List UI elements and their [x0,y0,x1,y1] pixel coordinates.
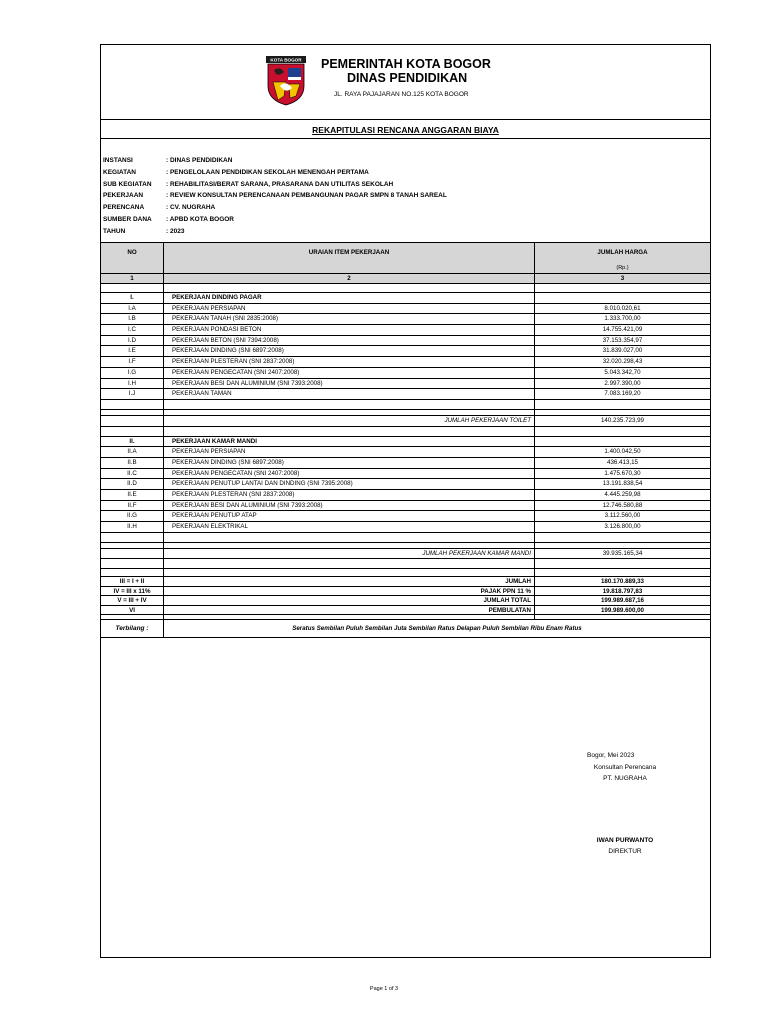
cell-no: I.J [101,389,164,399]
cell-amount [535,569,710,576]
cell-amount [535,400,710,409]
summary-row [101,606,710,616]
info-key: INSTANSI [103,157,133,164]
summary-row [101,587,710,597]
cell-description: PEKERJAAN PONDASI BETON [164,325,535,335]
line-item-row [101,325,710,336]
letterhead [101,45,710,119]
cell-amount: 1.333.700,00 [604,315,641,323]
cell-description: PEKERJAAN PERSIAPAN [164,447,535,457]
info-key: SUMBER DANA [103,215,152,223]
cell-description: PEKERJAAN PLESTERAN (SNI 2837:2008) [164,357,535,367]
cell-no: II.D [101,479,164,489]
cell-no [101,543,164,548]
cell-amount [535,427,710,436]
cell-description: 2 [164,274,535,283]
cell-description: PEKERJAAN DINDING (SNI 6897:2008) [164,458,535,468]
cell-amount: 436.413,15 [607,458,638,466]
document-title: REKAPITULASI RENCANA ANGGARAN BIAYA [312,125,499,135]
sign-role: Konsultan Perencana [593,763,657,771]
page-number: Page 1 of 3 [369,986,399,992]
cell-no: II.C [101,469,164,479]
cell-amount: 1.475.670,30 [604,469,641,477]
cell-no [101,533,164,542]
cell-description: PEKERJAAN PERSIAPAN [164,304,535,314]
cell-no [101,427,164,436]
cell-no: I.B [101,314,164,324]
cell-amount: 180.170.889,33 [600,578,644,586]
section-title-row [101,293,710,304]
cell-amount: 8.010.020,61 [604,304,641,312]
cell-amount: 199.989.600,00 [600,606,644,614]
org-name-line2: DINAS PENDIDIKAN [347,71,468,85]
cell-no: I.G [101,368,164,378]
info-key: KEGIATAN [103,168,136,176]
cell-amount: 14.755.421,09 [602,326,643,334]
spacer-row [101,533,710,543]
unit-label: (Rp.) [616,265,629,271]
cell-amount [535,410,710,415]
cell-no: I.C [101,325,164,335]
cell-description: PEKERJAAN PENUTUP LANTAI DAN DINDING (SNI 7395:2008) [164,479,535,489]
cell-no [101,400,164,409]
cell-amount [535,615,710,619]
cell-no [101,569,164,576]
info-value: : 2023 [166,227,185,235]
cell-description: PEKERJAAN TAMAN [164,389,535,399]
cell-no [101,410,164,415]
cell-no: II.B [101,458,164,468]
cell-description [164,410,535,415]
cell-description: PEKERJAAN ELEKTRIKAL [164,522,535,532]
title-band [101,119,710,139]
cell-amount: 140.235.723,99 [600,416,644,424]
cell-no [101,416,164,426]
cell-no: Terbilang : [101,620,164,637]
logo-text: KOTA BOGOR [270,57,302,63]
line-item-row [101,304,710,315]
cell-no: II.F [101,501,164,511]
cell-description [164,543,535,548]
cell-no: II. [101,437,164,447]
cell-no: NO [101,243,164,273]
cell-no: II.A [101,447,164,457]
cell-amount [535,293,710,303]
summary-row [101,577,710,587]
cell-no [101,549,164,559]
cell-amount: 13.191.838,54 [602,480,643,488]
cell-description: PEKERJAAN KAMAR MANDI [164,437,535,447]
sign-company: PT. NUGRAHA [603,775,647,782]
document-sheet [100,44,711,958]
cell-amount: 39.935.165,34 [602,549,643,557]
cell-description: PEKERJAAN BESI DAN ALUMINIUM (SNI 7393:2008) [164,379,535,389]
cell-amount [535,437,710,447]
cell-description [164,533,535,542]
cell-description: PAJAK PPN 11 % [164,587,535,596]
spacer-row [101,427,710,437]
line-item-row [101,511,710,522]
cell-no: I.E [101,346,164,356]
info-value: : DINAS PENDIDIKAN [166,157,233,164]
spacer-row [101,400,710,410]
line-item-row [101,379,710,390]
cell-description [164,400,535,409]
sign-date: Bogor, Mei 2023 [587,752,635,759]
cell-amount: 7.083.169,20 [604,390,641,398]
cell-description: PEKERJAAN DINDING (SNI 6897:2008) [164,346,535,356]
line-item-row [101,346,710,357]
cell-no: V = III + IV [101,596,164,605]
line-item-row [101,447,710,458]
org-address: JL. RAYA PAJAJARAN NO.125 KOTA BOGOR [334,91,469,98]
cell-description [164,569,535,576]
info-value: : CV. NUGRAHA [166,204,216,212]
info-value: : REVIEW KONSULTAN PERENCANAAN PEMBANGUNAN PAGAR SMPN 8 TANAH SAREAL [166,192,447,200]
cell-description: PEKERJAAN PLESTERAN (SNI 2837:2008) [164,490,535,500]
cell-amount: 4.445.259,98 [604,491,641,498]
cell-amount: 12.746.580,88 [602,501,643,509]
cell-amount: 19.818.797,83 [602,587,643,595]
cell-no [101,615,164,619]
info-value: : PENGELOLAAN PENDIDIKAN SEKOLAH MENENGAH PERTAMA [166,168,369,176]
terbilang-row [101,620,710,638]
cell-description: PEKERJAAN PENGECATAN (SNI 2407:2008) [164,469,535,479]
line-item-row [101,522,710,533]
cell-amount: 1.400.042,50 [604,448,641,456]
cell-amount: 31.839.027,00 [602,347,643,355]
info-value: : APBD KOTA BOGOR [166,215,235,223]
cell-amount [535,284,710,292]
cell-description: PEKERJAAN BESI DAN ALUMINIUM (SNI 7393:2008) [164,501,535,511]
cell-amount: 2.997.390,00 [604,379,641,387]
line-item-row [101,357,710,368]
cell-description: URAIAN ITEM PEKERJAAN [164,243,535,273]
info-key: PERENCANA [103,204,145,212]
line-item-row [101,314,710,325]
cell-no [101,284,164,292]
subtotal-row [101,549,710,560]
cell-no: I.F [101,357,164,367]
cell-no: II.E [101,490,164,500]
cell-amount: 37.153.354,97 [602,336,643,344]
cell-amount [535,533,710,542]
line-item-row [101,368,710,379]
line-item-row [101,389,710,400]
cell-no: I. [101,293,164,303]
cell-amount: 3.126.800,00 [604,523,641,531]
sign-name: IWAN PURWANTO [596,836,654,844]
summary-row [101,596,710,606]
info-key: SUB KEGIATAN [103,180,152,188]
line-item-row [101,479,710,490]
cell-no: II.G [101,511,164,521]
spacer-row [101,284,710,293]
table-header-row [101,242,710,274]
line-item-row [101,501,710,512]
cell-description [164,284,535,292]
org-name-line1: PEMERINTAH KOTA BOGOR [321,57,491,71]
budget-table [101,242,710,638]
cell-amount: 5.043.342,70 [604,368,641,376]
cell-no: I.D [101,336,164,346]
cell-amount: 3 [620,275,625,282]
cell-amount: 199.989.687,16 [600,597,644,605]
section-title-row [101,437,710,448]
line-item-row [101,469,710,480]
cell-description: PEMBULATAN [164,606,535,615]
sign-title: DIREKTUR [608,848,642,855]
signature-block [575,750,675,858]
cell-amount: 3.112.560,00 [604,512,641,520]
cell-description: PEKERJAAN PENUTUP ATAP [164,511,535,521]
cell-description: JUMLAH PEKERJAAN KAMAR MANDI [164,549,535,559]
spacer-row [101,559,710,569]
subtotal-row [101,416,710,427]
info-value: : REHABILITASI/BERAT SARANA, PRASARANA DAN UTILITAS SEKOLAH [166,180,394,188]
cell-description: PEKERJAAN BETON (SNI 7394:2008) [164,336,535,346]
info-key: PEKERJAAN [103,192,144,200]
cell-description: PEKERJAAN PENGECATAN (SNI 2407:2008) [164,368,535,378]
cell-no [101,559,164,568]
cell-no: VI [101,606,164,615]
cell-description: PEKERJAAN TANAH (SNI 2835:2008) [164,314,535,324]
cell-amount [535,559,710,568]
cell-no: III = I + II [101,577,164,586]
cell-description [164,427,535,436]
cell-description [164,615,535,619]
info-key: TAHUN [103,227,126,235]
cell-description: JUMLAH PEKERJAAN TOILET [164,416,535,426]
cell-description: PEKERJAAN DINDING PAGAR [164,293,535,303]
cell-description [164,559,535,568]
cell-amount: 32.020.298,43 [602,358,643,366]
line-item-row [101,458,710,469]
line-item-row [101,490,710,501]
line-item-row [101,336,710,347]
cell-no: I.A [101,304,164,314]
cell-description: JUMLAH TOTAL [164,596,535,605]
cell-no: IV = III x 11% [101,587,164,596]
spacer-row [101,569,710,577]
cell-amount [535,543,710,548]
cell-no: 1 [101,274,164,283]
cell-no: II.H [101,522,164,532]
cell-amount: JUMLAH HARGA [597,249,648,256]
cell-description: JUMLAH [164,577,535,586]
cell-description: Seratus Sembilan Puluh Sembilan Juta Sembilan Ratus Delapan Puluh Sembilan Ribu Enam Ratus [292,625,582,633]
column-number-row [101,274,710,284]
cell-no: I.H [101,379,164,389]
